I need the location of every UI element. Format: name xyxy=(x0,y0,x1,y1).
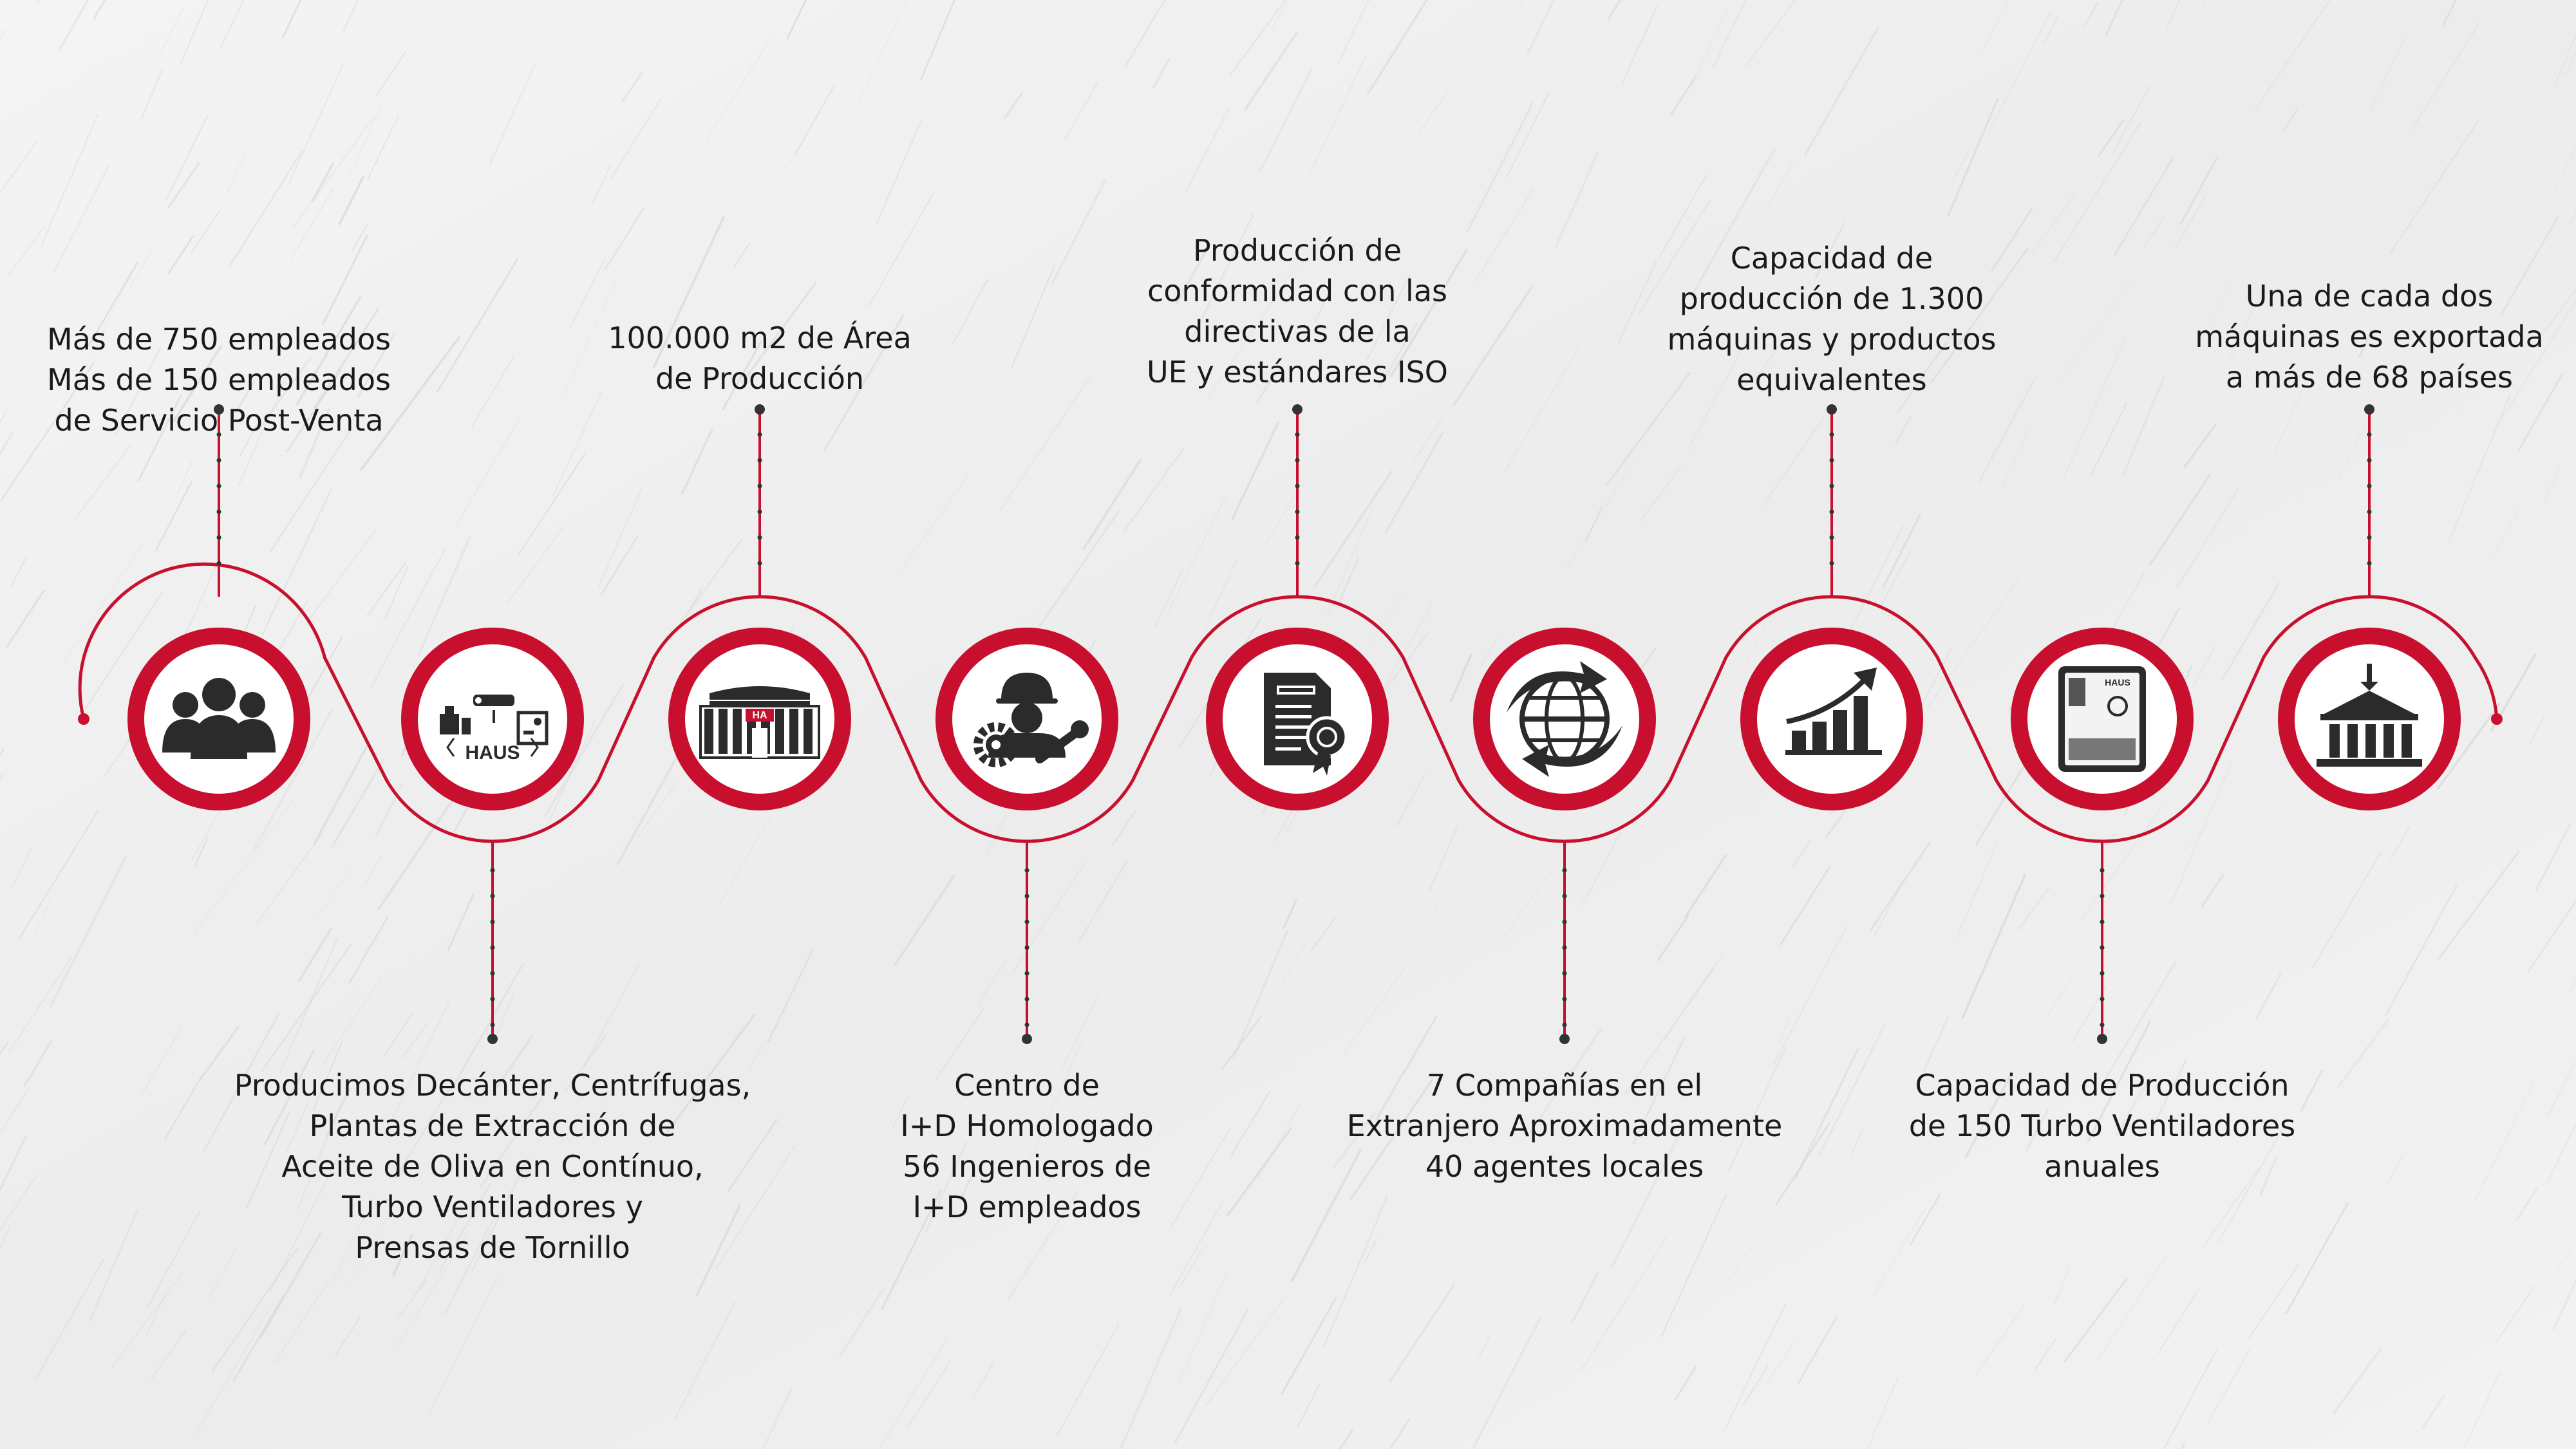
milestone-text-line: de 150 Turbo Ventiladores xyxy=(1908,1108,2296,1143)
milestone-text-line: equivalentes xyxy=(1736,362,1927,397)
milestone-text xyxy=(1568,238,2096,400)
milestone-text xyxy=(229,1065,757,1268)
milestone-text-line: Capacidad de xyxy=(1730,241,1933,276)
milestone-text xyxy=(496,318,1024,399)
milestone-node xyxy=(2011,628,2194,810)
milestone-text-line: 7 Compañías en el xyxy=(1426,1068,1703,1103)
milestone-node xyxy=(935,628,1118,810)
milestone-text-line: I+D empleados xyxy=(912,1190,1142,1224)
milestone-text-line: directivas de la xyxy=(1184,314,1411,349)
connector-line xyxy=(487,841,498,1044)
svg-text:HAUS: HAUS xyxy=(465,742,520,763)
connector-line xyxy=(2097,841,2107,1044)
milestone-text-line: UE y estándares ISO xyxy=(1147,355,1448,389)
milestone-text xyxy=(763,1065,1291,1228)
milestone-node xyxy=(668,628,851,810)
milestone-text xyxy=(1033,230,1561,393)
milestone-text-line: I+D Homologado xyxy=(900,1108,1154,1143)
milestone-text-line: Capacidad de Producción xyxy=(1915,1068,2289,1103)
milestone-text-line: Producimos Decánter, Centrífugas, xyxy=(234,1068,751,1103)
milestone-text-line: Una de cada dos xyxy=(2245,279,2494,313)
milestone-text-line: Centro de xyxy=(954,1068,1100,1103)
milestone-node xyxy=(1206,628,1389,810)
milestone-text-line: de Servicio Post-Venta xyxy=(54,403,384,438)
milestone-text-line: Aceite de Oliva en Contínuo, xyxy=(281,1149,704,1184)
milestone-text-line: a más de 68 países xyxy=(2225,360,2514,395)
connector-line xyxy=(2364,404,2374,597)
milestone-text xyxy=(1301,1065,1829,1187)
milestone-node xyxy=(127,628,310,810)
milestone-text-line: máquinas es exportada xyxy=(2195,319,2544,354)
turbo-blower-icon xyxy=(2058,666,2146,772)
milestone-text-line: Más de 750 empleados xyxy=(47,322,391,357)
milestone-text xyxy=(1838,1065,2366,1187)
milestone-text-line: 56 Ingenieros de xyxy=(903,1149,1151,1184)
milestone-text-line: Producción de xyxy=(1192,233,1402,268)
connector-line xyxy=(1559,841,1570,1044)
milestone-text-line: anuales xyxy=(2044,1149,2160,1184)
milestone-text-line: Más de 150 empleados xyxy=(47,362,391,397)
milestone-text-line: Prensas de Tornillo xyxy=(355,1230,630,1265)
connector-line xyxy=(1827,404,1837,597)
svg-text:HA: HA xyxy=(752,710,767,721)
milestone-text-line: de Producción xyxy=(655,361,865,396)
milestone-text-line: 40 agentes locales xyxy=(1425,1149,1704,1184)
milestone-text-line: máquinas y productos xyxy=(1667,322,1997,357)
milestone-node xyxy=(401,628,584,810)
milestone-text-line: Turbo Ventiladores y xyxy=(342,1190,643,1224)
milestone-text-line: conformidad con las xyxy=(1147,274,1447,308)
milestone-text xyxy=(0,319,483,441)
milestone-text-line: Extranjero Aproximadamente xyxy=(1346,1108,1783,1143)
connector-line xyxy=(755,404,765,597)
milestone-node xyxy=(2278,628,2461,810)
milestone-node xyxy=(1473,628,1656,810)
milestone-text-line: 100.000 m2 de Área xyxy=(608,321,912,355)
milestone-node xyxy=(1740,628,1923,810)
milestone-text-line: Plantas de Extracción de xyxy=(309,1108,676,1143)
connector-line xyxy=(1022,841,1032,1044)
milestone-text xyxy=(2105,276,2576,398)
svg-text:HAUS: HAUS xyxy=(2105,677,2130,687)
milestone-text-line: producción de 1.300 xyxy=(1679,281,1984,316)
connector-line xyxy=(1292,404,1302,597)
